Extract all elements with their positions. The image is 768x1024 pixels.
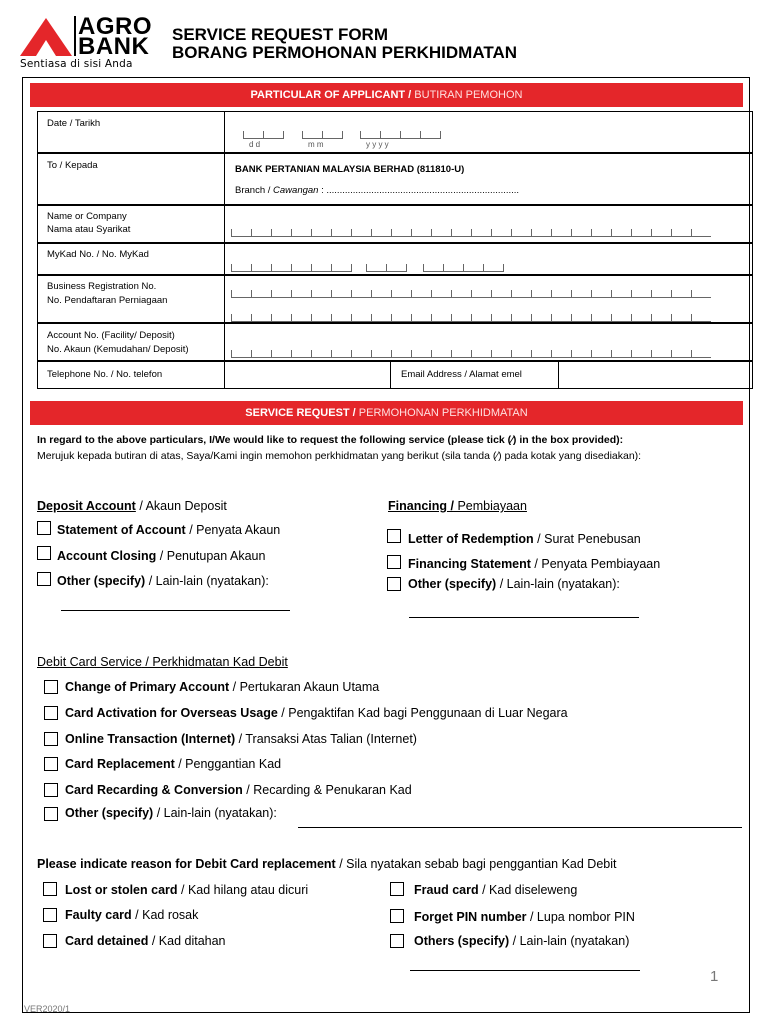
fraud-card-label bbox=[414, 883, 577, 897]
card-detained-checkbox[interactable] bbox=[43, 934, 57, 948]
card-replacement-checkbox[interactable] bbox=[44, 757, 58, 771]
card-detained-label bbox=[65, 934, 226, 948]
card-recarding-checkbox[interactable] bbox=[44, 783, 58, 797]
debit-item-2-en: Online Transaction (Internet) bbox=[65, 732, 236, 746]
fraud-card-checkbox[interactable] bbox=[390, 882, 404, 896]
debit-heading bbox=[37, 655, 288, 669]
row-to bbox=[37, 153, 753, 205]
mykad-boxes-3[interactable] bbox=[423, 264, 504, 272]
debit-other-checkbox[interactable] bbox=[44, 807, 58, 821]
phone-email-divider bbox=[390, 361, 391, 389]
fin-other-my: / Lain-lain (nyatakan): bbox=[496, 577, 620, 591]
lost-stolen-checkbox[interactable] bbox=[43, 882, 57, 896]
deposit-heading-my: / Akaun Deposit bbox=[135, 499, 227, 513]
forget-pin-checkbox[interactable] bbox=[390, 909, 404, 923]
statement-my: / Penyata Akaun bbox=[185, 523, 281, 537]
online-transaction-label bbox=[65, 732, 417, 746]
page-number: 1 bbox=[710, 968, 719, 985]
card-recarding-label bbox=[65, 783, 412, 797]
reason-right-2-en: Others (specify) bbox=[414, 934, 510, 948]
phone-label: Telephone No. / No. telefon bbox=[47, 369, 163, 380]
financing-other-checkbox[interactable] bbox=[387, 577, 401, 591]
form-title-my: BORANG PERMOHONAN PERKHIDMATAN bbox=[172, 43, 518, 62]
bizreg-label-en: Business Registration No. bbox=[47, 281, 157, 292]
mykad-label: MyKad No. / No. MyKad bbox=[47, 249, 149, 260]
service-section-bar bbox=[30, 401, 743, 425]
reason-right-0-my: / Kad diseleweng bbox=[478, 883, 578, 897]
debit-other-specify-line[interactable] bbox=[298, 827, 742, 828]
debit-item-5-my: / Lain-lain (nyatakan): bbox=[153, 806, 277, 820]
reason-heading-en: Please indicate reason for Debit Card replacement bbox=[37, 857, 336, 871]
reason-left-2-my: / Kad ditahan bbox=[148, 934, 226, 948]
reason-other-checkbox[interactable] bbox=[390, 934, 404, 948]
deposit-heading bbox=[37, 499, 227, 513]
logo-divider bbox=[74, 16, 76, 56]
reason-heading bbox=[37, 857, 616, 871]
financing-heading bbox=[388, 499, 527, 513]
applicant-bar-en: PARTICULAR OF APPLICANT / bbox=[250, 89, 412, 101]
financing-heading-my: Pembiayaan bbox=[453, 499, 527, 513]
date-month-boxes[interactable] bbox=[302, 131, 343, 139]
letter-of-redemption-label bbox=[408, 532, 641, 546]
reason-other-specify-line[interactable] bbox=[410, 970, 640, 971]
branch-label-my: Cawangan bbox=[273, 185, 319, 196]
statement-of-account-label bbox=[57, 523, 280, 537]
financing-other-specify-line[interactable] bbox=[409, 617, 639, 618]
reason-other-label bbox=[414, 934, 629, 948]
debit-item-0-my: / Pertukaran Akaun Utama bbox=[229, 680, 380, 694]
date-year-boxes[interactable] bbox=[360, 131, 441, 139]
version-code: VER2020/1 bbox=[24, 1004, 71, 1014]
debit-heading-my: / Perkhidmatan Kad Debit bbox=[141, 655, 288, 669]
lost-stolen-label bbox=[65, 883, 308, 897]
debit-item-4-my: / Recarding & Penukaran Kad bbox=[242, 783, 412, 797]
service-intro-en: In regard to the above particulars, I/We would like to request the following service (please tick (⁄) in the box provided): bbox=[37, 434, 624, 446]
logo-triangle-cutout bbox=[36, 40, 56, 56]
form-title-en: SERVICE REQUEST FORM bbox=[172, 25, 388, 44]
deposit-other-specify-line[interactable] bbox=[61, 610, 290, 611]
fin-other-en: Other (specify) bbox=[408, 577, 497, 591]
email-label: Email Address / Alamat emel bbox=[401, 369, 522, 380]
to-label: To / Kepada bbox=[47, 160, 98, 171]
name-label-en: Name or Company bbox=[47, 211, 127, 222]
service-intro-my: Merujuk kepada butiran di atas, Saya/Kami ingin memohon perkhidmatan yang berikut (sila tanda (⁄) pada kotak yang disediakan): bbox=[37, 450, 642, 462]
logo-word-agro: AGRO bbox=[78, 13, 152, 40]
change-primary-account-checkbox[interactable] bbox=[44, 680, 58, 694]
deposit-heading-en: Deposit Account bbox=[37, 499, 136, 513]
reason-right-2-my: / Lain-lain (nyatakan) bbox=[509, 934, 630, 948]
statement-en: Statement of Account bbox=[57, 523, 186, 537]
card-replacement-label bbox=[65, 757, 281, 771]
deposit-other-checkbox[interactable] bbox=[37, 572, 51, 586]
account-closing-label bbox=[57, 549, 265, 563]
reason-left-1-my: / Kad rosak bbox=[131, 908, 199, 922]
date-day-boxes[interactable] bbox=[243, 131, 284, 139]
financing-statement-label bbox=[408, 557, 660, 571]
card-activation-overseas-label bbox=[65, 706, 568, 720]
debit-item-3-en: Card Replacement bbox=[65, 757, 175, 771]
debit-item-0-en: Change of Primary Account bbox=[65, 680, 230, 694]
reason-right-1-en: Forget PIN number bbox=[414, 910, 527, 924]
statement-of-account-checkbox[interactable] bbox=[37, 521, 51, 535]
fin-statement-my: / Penyata Pembiayaan bbox=[530, 557, 661, 571]
faulty-card-label bbox=[65, 908, 198, 922]
applicant-section-bar bbox=[30, 83, 743, 107]
reason-right-0-en: Fraud card bbox=[414, 883, 479, 897]
date-year-hint: y y y y bbox=[366, 140, 389, 149]
date-day-hint: d d bbox=[249, 140, 261, 149]
letter-of-redemption-checkbox[interactable] bbox=[387, 529, 401, 543]
bizreg-char-boxes-1[interactable] bbox=[231, 290, 711, 298]
debit-heading-en: Debit Card Service bbox=[37, 655, 142, 669]
logo-word-bank: BANK bbox=[78, 33, 150, 60]
date-month-hint: m m bbox=[308, 140, 324, 149]
debit-item-2-my: / Transaksi Atas Talian (Internet) bbox=[235, 732, 417, 746]
account-closing-checkbox[interactable] bbox=[37, 546, 51, 560]
account-char-boxes[interactable] bbox=[231, 350, 711, 358]
forget-pin-label bbox=[414, 910, 635, 924]
debit-item-5-en: Other (specify) bbox=[65, 806, 154, 820]
bizreg-char-boxes-2[interactable] bbox=[231, 314, 711, 322]
redemption-en: Letter of Redemption bbox=[408, 532, 534, 546]
debit-other-label bbox=[65, 806, 277, 820]
bank-name-value: BANK PERTANIAN MALAYSIA BERHAD (811810-U) bbox=[235, 164, 465, 175]
fin-statement-en: Financing Statement bbox=[408, 557, 531, 571]
redemption-my: / Surat Penebusan bbox=[533, 532, 641, 546]
name-label-my: Nama atau Syarikat bbox=[47, 224, 131, 235]
reason-right-1-my: / Lupa nombor PIN bbox=[526, 910, 635, 924]
account-label-my: No. Akaun (Kemudahan/ Deposit) bbox=[47, 344, 189, 355]
phone-input[interactable] bbox=[225, 362, 389, 388]
account-label-en: Account No. (Facility/ Deposit) bbox=[47, 330, 175, 341]
debit-item-1-my: / Pengaktifan Kad bagi Penggunaan di Luar Negara bbox=[277, 706, 568, 720]
deposit-other-label bbox=[57, 574, 269, 588]
debit-item-3-my: / Penggantian Kad bbox=[174, 757, 282, 771]
mykad-boxes-2[interactable] bbox=[366, 264, 407, 272]
debit-item-1-en: Card Activation for Overseas Usage bbox=[65, 706, 278, 720]
faulty-card-checkbox[interactable] bbox=[43, 908, 57, 922]
reason-heading-my: / Sila nyatakan sebab bagi penggantian Kad Debit bbox=[335, 857, 617, 871]
branch-dots: : ......................................................................... bbox=[318, 185, 520, 196]
bizreg-label-my: No. Pendaftaran Perniagaan bbox=[47, 295, 168, 306]
reason-left-0-my: / Kad hilang atau dicuri bbox=[177, 883, 309, 897]
financing-heading-en: Financing / bbox=[388, 499, 454, 513]
label-column-divider bbox=[224, 111, 225, 389]
mykad-boxes-1[interactable] bbox=[231, 264, 352, 272]
branch-label-en: Branch / bbox=[235, 185, 274, 196]
closing-my: / Penutupan Akaun bbox=[156, 549, 266, 563]
change-primary-account-label bbox=[65, 680, 379, 694]
reason-left-1-en: Faulty card bbox=[65, 908, 132, 922]
online-transaction-checkbox[interactable] bbox=[44, 732, 58, 746]
debit-item-4-en: Card Recarding & Conversion bbox=[65, 783, 243, 797]
name-char-boxes[interactable] bbox=[231, 229, 711, 237]
service-bar-en: SERVICE REQUEST / bbox=[245, 407, 356, 419]
row-name bbox=[37, 205, 753, 243]
email-input[interactable] bbox=[559, 362, 752, 388]
reason-left-0-en: Lost or stolen card bbox=[65, 883, 178, 897]
branch-field[interactable] bbox=[235, 185, 519, 196]
deposit-other-my: / Lain-lain (nyatakan): bbox=[145, 574, 269, 588]
reason-left-2-en: Card detained bbox=[65, 934, 149, 948]
financing-other-label bbox=[408, 577, 620, 591]
financing-statement-checkbox[interactable] bbox=[387, 555, 401, 569]
logo-tagline: Sentiasa di sisi Anda bbox=[20, 58, 133, 70]
deposit-other-en: Other (specify) bbox=[57, 574, 146, 588]
service-bar-my: PERMOHONAN PERKHIDMATAN bbox=[358, 407, 528, 419]
date-label: Date / Tarikh bbox=[47, 118, 101, 129]
card-activation-overseas-checkbox[interactable] bbox=[44, 706, 58, 720]
closing-en: Account Closing bbox=[57, 549, 157, 563]
applicant-bar-my: BUTIRAN PEMOHON bbox=[414, 89, 523, 101]
